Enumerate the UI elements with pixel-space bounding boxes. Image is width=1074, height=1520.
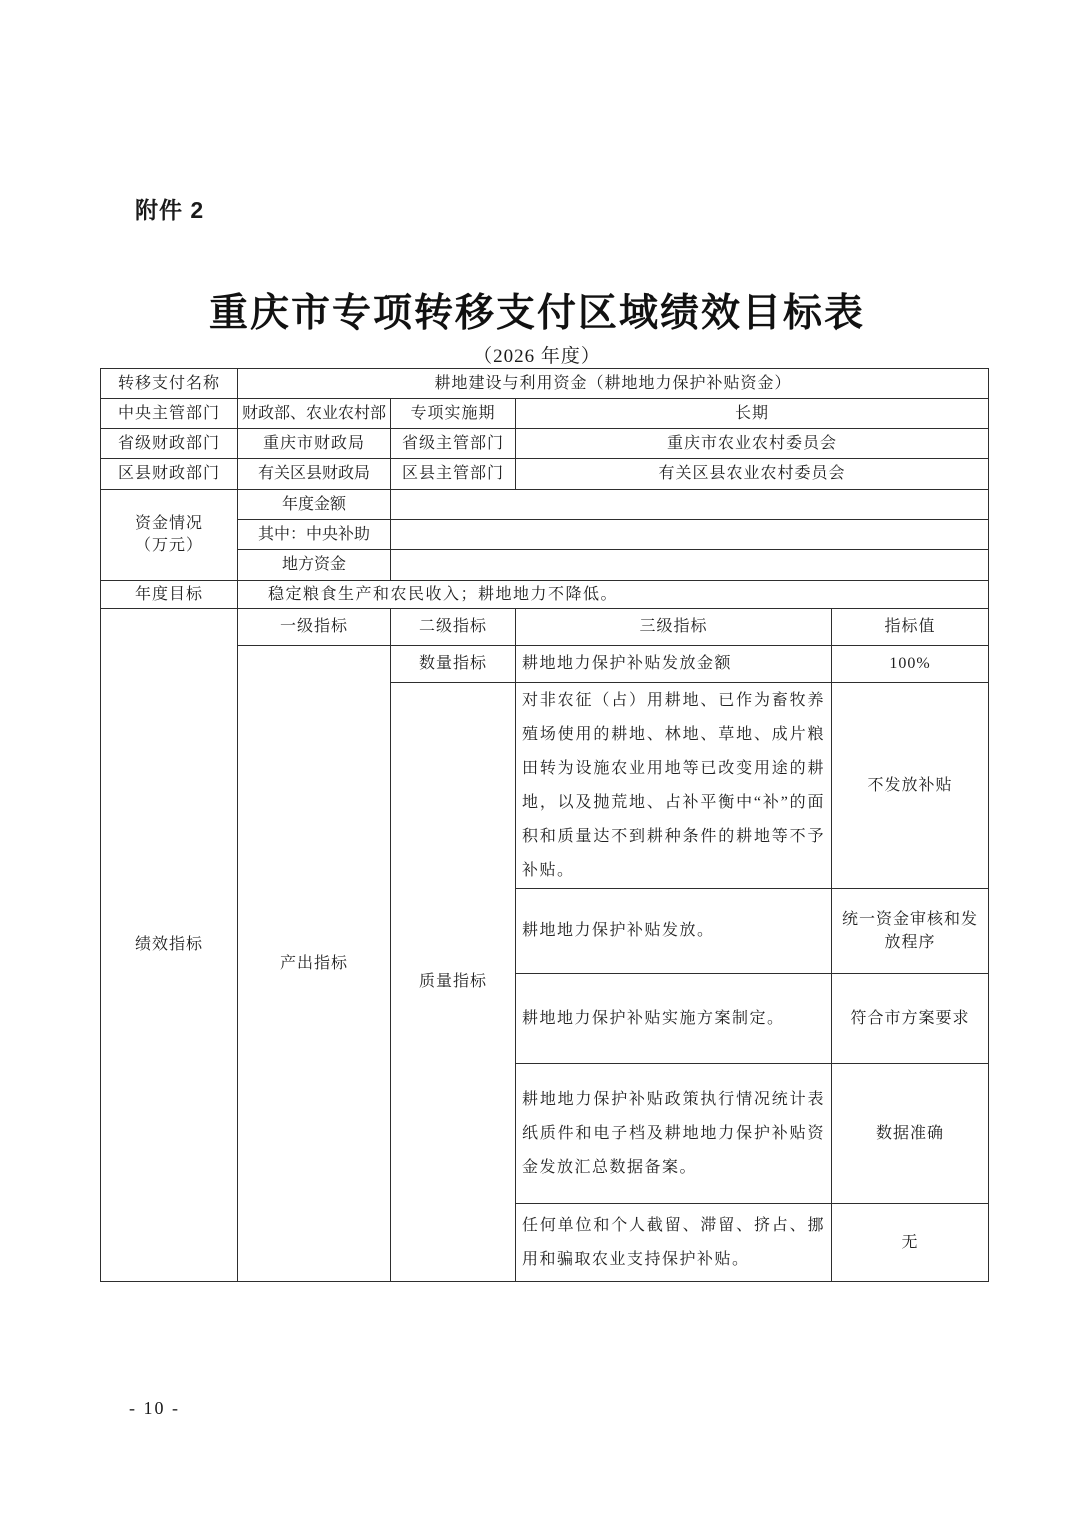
central-dept-value: 财政部、农业农村部 — [238, 399, 391, 429]
table-row — [101, 399, 989, 429]
provincial-dept-label: 省级主管部门 — [391, 429, 516, 459]
table-row — [101, 429, 989, 459]
provincial-finance-label: 省级财政部门 — [101, 429, 238, 459]
quantity-indicator-value: 100% — [832, 646, 989, 683]
level1-indicator-header: 一级指标 — [238, 609, 391, 646]
quality-indicator-text: 对非农征（占）用耕地、已作为畜牧养殖场使用的耕地、林地、草地、成片粮田转为设施农业用地等已改变用途的耕地，以及抛荒地、占补平衡中“补”的面积和质量达不到耕种条件的耕地等不予补贴。 — [516, 683, 832, 889]
performance-target-table — [100, 368, 989, 1282]
period-label: 专项实施期 — [391, 399, 516, 429]
level2-indicator-header: 二级指标 — [391, 609, 516, 646]
central-dept-label: 中央主管部门 — [101, 399, 238, 429]
quality-indicator-value: 不发放补贴 — [832, 683, 989, 889]
indicator-value-header: 指标值 — [832, 609, 989, 646]
quality-indicator-text: 任何单位和个人截留、滞留、挤占、挪用和骗取农业支持保护补贴。 — [516, 1204, 832, 1282]
quality-indicator-value: 符合市方案要求 — [832, 974, 989, 1064]
local-funds-label: 地方资金 — [238, 550, 391, 581]
central-subsidy-label: 其中：中央补助 — [238, 520, 391, 550]
funds-section-label — [101, 490, 238, 581]
quality-indicator-text: 耕地地力保护补贴政策执行情况统计表纸质件和电子档及耕地地力保护补贴资金发放汇总数据备案。 — [516, 1064, 832, 1204]
level3-indicator-header: 三级指标 — [516, 609, 832, 646]
table-row — [101, 459, 989, 490]
central-subsidy-value — [391, 520, 989, 550]
county-dept-value: 有关区县农业农村委员会 — [516, 459, 989, 490]
annual-target-label: 年度目标 — [101, 581, 238, 609]
annual-target-value: 稳定粮食生产和农民收入；耕地地力不降低。 — [238, 581, 989, 609]
output-indicator-label: 产出指标 — [238, 646, 391, 1282]
quality-indicator-label: 质量指标 — [391, 683, 516, 1282]
quality-indicator-value: 无 — [832, 1204, 989, 1282]
quality-indicator-value: 数据准确 — [832, 1064, 989, 1204]
table-row — [101, 490, 989, 520]
quality-indicator-text: 耕地地力保护补贴发放。 — [516, 889, 832, 974]
page-title: 重庆市专项转移支付区域绩效目标表 — [208, 292, 865, 335]
page-subtitle: （2026 年度） — [473, 346, 601, 367]
county-finance-value: 有关区县财政局 — [238, 459, 391, 490]
provincial-dept-value: 重庆市农业农村委员会 — [516, 429, 989, 459]
funds-label-line2: （万元） — [134, 537, 203, 554]
table-row — [101, 581, 989, 609]
performance-indicator-section-label: 绩效指标 — [101, 609, 238, 1282]
provincial-finance-value: 重庆市财政局 — [238, 429, 391, 459]
transfer-name-label: 转移支付名称 — [101, 369, 238, 399]
table-row — [101, 609, 989, 646]
annual-amount-value — [391, 490, 989, 520]
county-finance-label: 区县财政部门 — [101, 459, 238, 490]
funds-label-line1: 资金情况 — [134, 515, 203, 533]
page-number: - 10 - — [129, 1398, 180, 1418]
period-value: 长期 — [516, 399, 989, 429]
county-dept-label: 区县主管部门 — [391, 459, 516, 490]
quality-indicator-text: 耕地地力保护补贴实施方案制定。 — [516, 974, 832, 1064]
quantity-indicator-text: 耕地地力保护补贴发放金额 — [516, 646, 832, 683]
local-funds-value — [391, 550, 989, 581]
quality-indicator-value: 统一资金审核和发放程序 — [832, 889, 989, 974]
transfer-name-value: 耕地建设与利用资金（耕地地力保护补贴资金） — [238, 369, 989, 399]
annual-amount-label: 年度金额 — [238, 490, 391, 520]
attachment-label: 附件 2 — [135, 197, 205, 223]
table-row — [101, 369, 989, 399]
quantity-indicator-label: 数量指标 — [391, 646, 516, 683]
